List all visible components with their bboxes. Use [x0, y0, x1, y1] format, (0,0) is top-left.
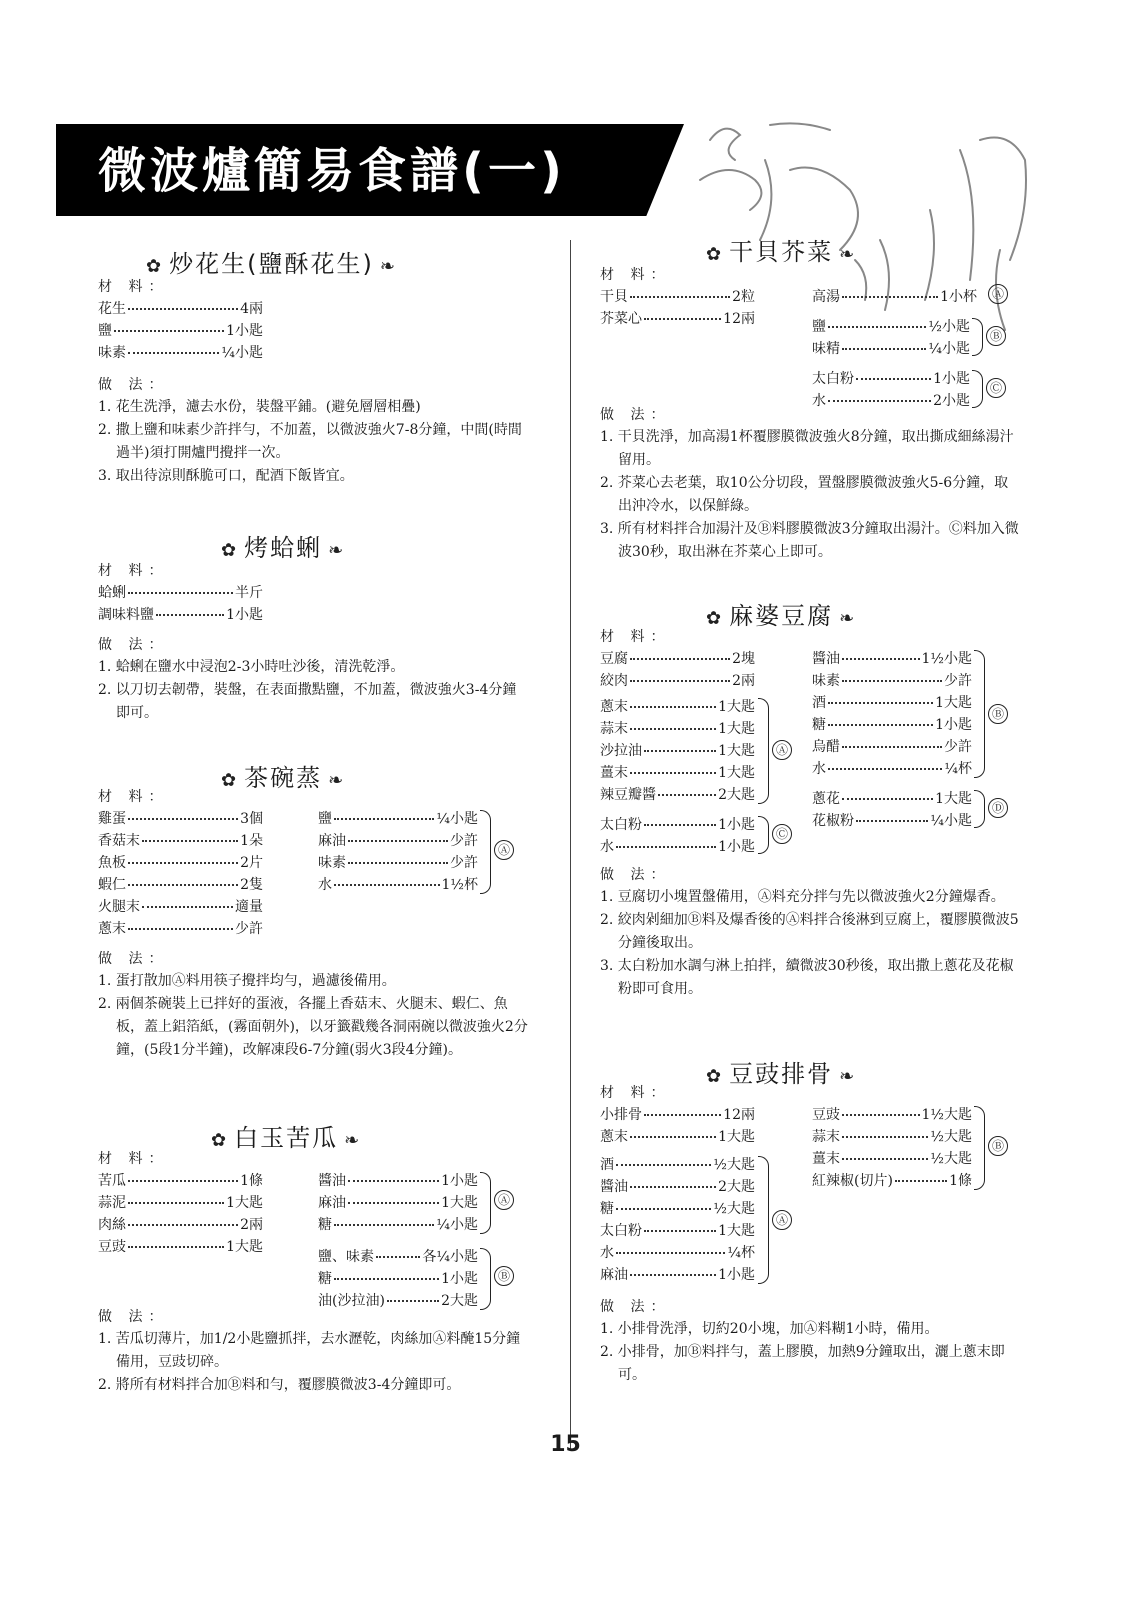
group-brace: [974, 790, 985, 828]
step: 2. 小排骨，加Ⓑ料拌勻，蓋上膠膜，加熱9分鐘取出，灑上蔥末即可。: [600, 1344, 1005, 1383]
method-steps: [600, 886, 1020, 1001]
ornament-icon: ❧: [344, 1130, 362, 1151]
method-steps: [98, 656, 528, 725]
step: 1. 蛋打散加Ⓐ料用筷子攪拌均勻，過濾後備用。: [98, 973, 396, 989]
ingredient-row: 醬油 2大匙: [600, 1179, 755, 1195]
ingredient-row: 糖 ¼小匙: [318, 1217, 478, 1233]
ingredient-row: 鹽 ¼小匙: [318, 811, 478, 827]
ingredient-row: 麻油 1小匙: [600, 1267, 755, 1283]
ingredient-row: 香菇末 1朵: [98, 833, 263, 849]
ingredient-row: 醬油 1½小匙: [812, 651, 972, 667]
group-mark-a: Ⓐ: [988, 284, 1008, 304]
ingredient-row: 味精 ¼小匙: [812, 341, 970, 357]
group-mark-d: Ⓓ: [988, 798, 1008, 818]
method-label: 做 法：: [98, 637, 169, 653]
ingredient-row: 薑末 1大匙: [600, 765, 755, 781]
ingredient-row: 烏醋 少許: [812, 739, 972, 755]
ingredient-row: 太白粉 1小匙: [600, 817, 755, 833]
method-label: 做 法：: [98, 1309, 169, 1325]
ornament-icon: ✿: [221, 770, 239, 791]
step: 1. 花生洗淨，濾去水份，裝盤平鋪。(避免層層相疊): [98, 399, 421, 415]
ornament-icon: ❧: [328, 770, 346, 791]
step: 2. 以刀切去韌帶，裝盤，在表面撒點鹽，不加蓋，微波強火3-4分鐘即可。: [98, 682, 517, 721]
materials-label: 材 料：: [98, 279, 169, 295]
step: 2. 撒上鹽和味素少許拌勻，不加蓋，以微波強火7-8分鐘，中間(時間過半)須打開爐門攪拌一次。: [98, 422, 522, 461]
ingredient-row: 水 ¼杯: [600, 1245, 755, 1261]
step: 1. 小排骨洗淨，切約20小塊，加Ⓐ料糊1小時，備用。: [600, 1321, 939, 1337]
materials-label: 材 料：: [600, 267, 671, 283]
materials-label: 材 料：: [98, 789, 169, 805]
ingredient-row: 蒜末 ½大匙: [812, 1129, 972, 1145]
ingredient-row: 水 ¼杯: [812, 761, 972, 777]
ornament-icon: ❧: [839, 608, 857, 629]
ingredient-row: 豆豉 1大匙: [98, 1239, 263, 1255]
ingredient-row: 紅辣椒(切片) 1條: [812, 1173, 972, 1189]
ornament-icon: ❧: [379, 256, 397, 277]
group-brace: [758, 816, 769, 854]
ingredient-row: 蛤蜊 半斤: [98, 585, 263, 601]
method-label: 做 法：: [600, 1299, 671, 1315]
ingredient-row: 味素 少許: [812, 673, 972, 689]
ingredient-row: 味素 少許: [318, 855, 478, 871]
method-steps: [600, 426, 1020, 564]
group-brace: [758, 698, 769, 804]
ingredient-row: 酒 1大匙: [812, 695, 972, 711]
group-mark-b: Ⓑ: [986, 326, 1006, 346]
ingredient-row: 苦瓜 1條: [98, 1173, 263, 1189]
method-steps: [98, 396, 528, 488]
group-brace: [974, 650, 985, 778]
ingredient-row: 酒 ½大匙: [600, 1157, 755, 1173]
column-divider: [570, 240, 571, 1450]
materials-label: 材 料：: [98, 563, 169, 579]
ingredient-row: 花生 4兩: [98, 301, 263, 317]
ingredient-row: 味素 ¼小匙: [98, 345, 263, 361]
ingredient-row: 鹽、味素 各¼小匙: [318, 1249, 478, 1265]
recipe-title: ✿ 麻婆豆腐 ❧: [706, 602, 857, 630]
ingredient-row: 太白粉 1大匙: [600, 1223, 755, 1239]
group-mark-a: Ⓐ: [494, 840, 514, 860]
group-mark-a: Ⓐ: [494, 1190, 514, 1210]
materials-label: 材 料：: [600, 1085, 671, 1101]
ingredient-row: 魚板 2片: [98, 855, 263, 871]
step: 1. 豆腐切小塊置盤備用，Ⓐ料充分拌勻先以微波強火2分鐘爆香。: [600, 889, 1005, 905]
step: 2. 兩個茶碗裝上已拌好的蛋液，各擺上香菇末、火腿末、蝦仁、魚板，蓋上鋁箔紙，(霧面朝外)，以牙籤戳幾各洞兩碗以微波強火2分鐘，(5段1分半鐘)，改解凍段6-7分鐘(弱火3段4分鐘)。: [98, 996, 528, 1058]
ingredient-row: 蒜末 1大匙: [600, 721, 755, 737]
group-mark-b: Ⓑ: [988, 704, 1008, 724]
ingredient-row: 鹽 ½小匙: [812, 319, 970, 335]
ingredient-row: 蔥末 1大匙: [600, 1129, 755, 1145]
group-brace: [480, 1172, 491, 1234]
method-steps: [98, 1328, 528, 1397]
ingredient-row: 沙拉油 1大匙: [600, 743, 755, 759]
materials-label: 材 料：: [600, 629, 671, 645]
group-brace: [972, 370, 983, 408]
recipe-title: ✿ 烤蛤蜊 ❧: [221, 534, 346, 562]
group-mark-a: Ⓐ: [772, 740, 792, 760]
step: 2. 芥菜心去老葉，取10公分切段，置盤膠膜微波強火5-6分鐘，取出沖冷水，以保鮮綠。: [600, 475, 1009, 514]
ingredient-row: 芥菜心 12兩: [600, 311, 755, 327]
group-brace: [974, 1106, 985, 1190]
step: 1. 蛤蜊在鹽水中浸泡2-3小時吐沙後，清洗乾淨。: [98, 659, 405, 675]
method-label: 做 法：: [98, 377, 169, 393]
method-label: 做 法：: [98, 951, 169, 967]
group-brace: [972, 318, 983, 356]
step: 3. 取出待涼則酥脆可口，配酒下飯皆宜。: [98, 468, 354, 484]
ingredient-row: 蔥花 1大匙: [812, 791, 972, 807]
ingredient-row: 肉絲 2兩: [98, 1217, 263, 1233]
ingredient-row: 花椒粉 ¼小匙: [812, 813, 972, 829]
step: 3. 太白粉加水調勻淋上拍拌，續微波30秒後，取出撒上蔥花及花椒粉即可食用。: [600, 958, 1014, 997]
ingredient-row: 水 1½杯: [318, 877, 478, 893]
ornament-icon: ✿: [221, 540, 239, 561]
ingredient-row: 糖 1小匙: [812, 717, 972, 733]
method-label: 做 法：: [600, 407, 671, 423]
group-brace: [480, 1248, 491, 1310]
ingredient-row: 水 1小匙: [600, 839, 755, 855]
ornament-icon: ✿: [706, 608, 724, 629]
ornament-icon: ✿: [706, 1066, 724, 1087]
group-mark-c: Ⓒ: [986, 378, 1006, 398]
ingredient-row: 蔥末 1大匙: [600, 699, 755, 715]
ingredient-row: 辣豆瓣醬 2大匙: [600, 787, 755, 803]
ingredient-row: 醬油 1小匙: [318, 1173, 478, 1189]
group-mark-b: Ⓑ: [988, 1136, 1008, 1156]
ingredient-row: 太白粉 1小匙: [812, 371, 970, 387]
ingredient-row: 豆腐 2塊: [600, 651, 755, 667]
method-label: 做 法：: [600, 867, 671, 883]
method-steps: [98, 970, 528, 1062]
recipe-title: ✿ 干貝芥菜 ❧: [706, 238, 857, 266]
ingredient-row: 火腿末 適量: [98, 899, 263, 915]
ornament-icon: ✿: [211, 1130, 229, 1151]
ornament-icon: ❧: [328, 540, 346, 561]
ingredient-row: 糖 1小匙: [318, 1271, 478, 1287]
ornament-icon: ❧: [839, 1066, 857, 1087]
ornament-icon: ✿: [146, 256, 164, 277]
recipe-title: ✿ 豆豉排骨 ❧: [706, 1060, 857, 1088]
ingredient-row: 豆豉 1½大匙: [812, 1107, 972, 1123]
ingredient-row: 雞蛋 3個: [98, 811, 263, 827]
group-brace: [758, 1156, 769, 1284]
recipe-title: ✿ 炒花生(鹽酥花生) ❧: [146, 250, 397, 278]
group-mark-c: Ⓒ: [772, 824, 792, 844]
ingredient-row: 蒜泥 1大匙: [98, 1195, 263, 1211]
ingredient-row: 鹽 1小匙: [98, 323, 263, 339]
ingredient-row: 絞肉 2兩: [600, 673, 755, 689]
materials-label: 材 料：: [98, 1151, 169, 1167]
ingredient-row: 干貝 2粒: [600, 289, 755, 305]
ingredient-row: 小排骨 12兩: [600, 1107, 755, 1123]
ingredient-row: 麻油 少許: [318, 833, 478, 849]
page-number: 15: [550, 1432, 581, 1457]
ornament-icon: ✿: [706, 244, 724, 265]
group-mark-b: Ⓑ: [494, 1266, 514, 1286]
ingredient-row: 調味料鹽 1小匙: [98, 607, 263, 623]
page-title: 微波爐簡易食譜(一): [98, 143, 566, 199]
step: 1. 苦瓜切薄片，加1/2小匙鹽抓拌，去水瀝乾，肉絲加Ⓐ料醃15分鐘備用，豆豉切碎。: [98, 1331, 521, 1370]
ingredient-row: 油(沙拉油) 2大匙: [318, 1293, 478, 1309]
ingredient-row: 蝦仁 2隻: [98, 877, 263, 893]
step: 1. 干貝洗淨，加高湯1杯覆膠膜微波強火8分鐘，取出撕成細絲湯汁留用。: [600, 429, 1014, 468]
ingredient-row: 薑末 ½大匙: [812, 1151, 972, 1167]
step: 3. 所有材料拌合加湯汁及Ⓑ料膠膜微波3分鐘取出湯汁。Ⓒ料加入微波30秒，取出淋在芥菜心上即可。: [600, 521, 1019, 560]
ornament-icon: ❧: [839, 244, 857, 265]
ingredient-row: 蔥末 少許: [98, 921, 263, 937]
ingredient-row: 麻油 1大匙: [318, 1195, 478, 1211]
group-brace: [480, 810, 491, 894]
step: 2. 絞肉剁細加Ⓑ料及爆香後的Ⓐ料拌合後淋到豆腐上，覆膠膜微波5分鐘後取出。: [600, 912, 1019, 951]
ingredient-row: 高湯 1小杯: [812, 289, 977, 305]
recipe-title: ✿ 茶碗蒸 ❧: [221, 764, 346, 792]
ingredient-row: 水 2小匙: [812, 393, 970, 409]
group-mark-a: Ⓐ: [772, 1210, 792, 1230]
recipe-title: ✿ 白玉苦瓜 ❧: [211, 1124, 362, 1152]
method-steps: [600, 1318, 1020, 1387]
step: 2. 將所有材料拌合加Ⓑ料和勻，覆膠膜微波3-4分鐘即可。: [98, 1377, 461, 1393]
ingredient-row: 糖 ½大匙: [600, 1201, 755, 1217]
